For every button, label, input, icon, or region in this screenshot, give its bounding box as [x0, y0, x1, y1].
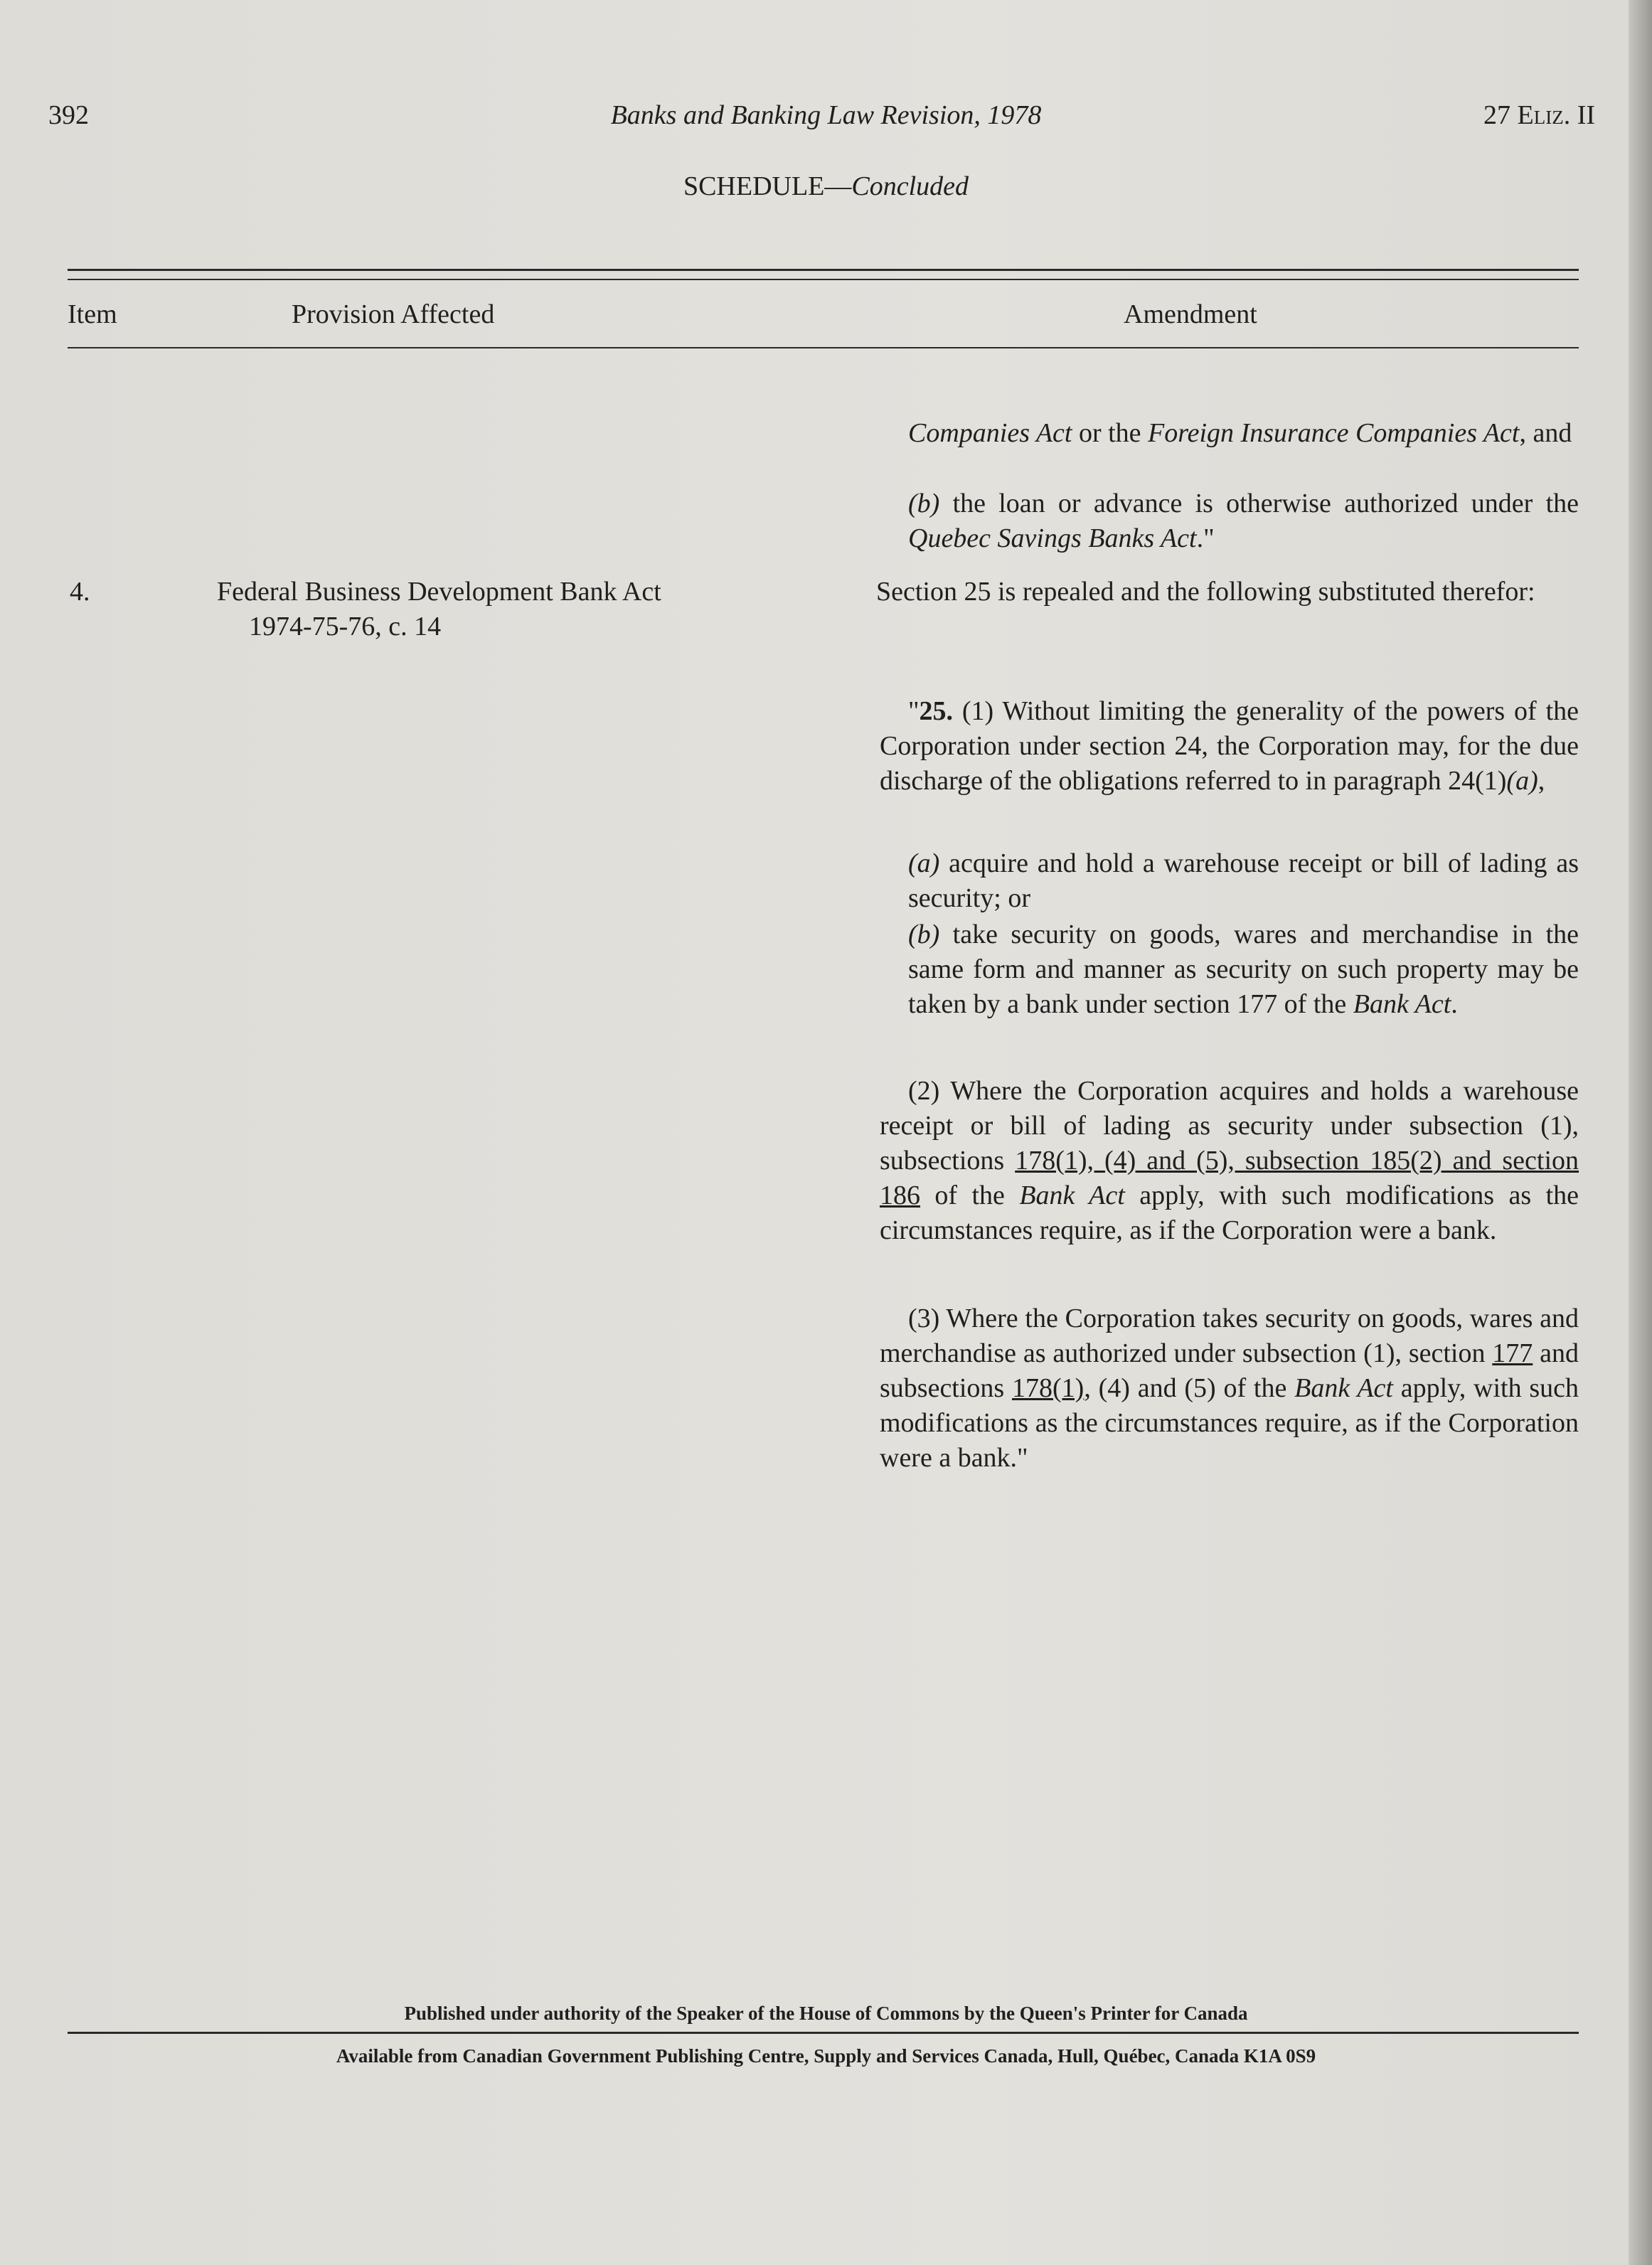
footer-rule	[68, 2032, 1579, 2034]
amendment-paragraph: Section 25 is repealed and the following substituted therefor:	[876, 577, 1535, 607]
top-rule-thin	[68, 279, 1579, 280]
col-header-provision: Provision Affected	[292, 299, 495, 329]
item-number: 4.	[70, 577, 90, 607]
header-bottom-rule	[68, 347, 1579, 348]
schedule-title	[0, 171, 1652, 202]
schedule-title-text: SCHEDULE—Concluded	[683, 171, 969, 201]
amendment-paragraph: (b) take security on goods, wares and merchandise in the same form and manner as security on such property may be taken by a bank under section 177 of the Bank Act.	[908, 920, 1579, 1019]
footer-published: Published under authority of the Speaker of the House of Commons by the Queen's Printer for Canada	[404, 2003, 1248, 2024]
amendment-paragraph: "25. (1) Without limiting the generality of the powers of the Corporation under section 24, the Corporation may, for the due discharge of the obligations referred to in paragraph 24(1)(a),	[880, 696, 1579, 796]
provision-citation: 1974-75-76, c. 14	[249, 612, 442, 641]
regnal-year: 27 Eliz. II	[1483, 100, 1595, 130]
top-rule-thick	[68, 269, 1579, 271]
provision-affected: Federal Business Development Bank Act	[217, 577, 661, 607]
col-header-item: Item	[68, 299, 117, 329]
amendment-paragraph: (2) Where the Corporation acquires and holds a warehouse receipt or bill of lading as security under subsection (1), subsections 178(1), (4) and (5), subsection 185(2) and section 186 of the Bank Act apply, with such modifications as the circumstances require, as if the Corporation were a bank.	[880, 1076, 1579, 1245]
footer-available: Available from Canadian Government Publishing Centre, Supply and Services Canada, Hull, Québec, Canada K1A 0S9	[336, 2045, 1316, 2067]
page-edge-shadow	[1629, 0, 1652, 2265]
amendment-paragraph: (b) the loan or advance is otherwise authorized under the Quebec Savings Banks Act."	[908, 489, 1579, 553]
col-header-amendment: Amendment	[1124, 299, 1257, 329]
amendment-paragraph: (3) Where the Corporation takes security on goods, wares and merchandise as authorized under subsection (1), section 177 and subsections 178(1), (4) and (5) of the Bank Act apply, with such modifications as the circumstances require, as if the Corporation were a bank."	[880, 1304, 1579, 1473]
running-title: Banks and Banking Law Revision, 1978	[610, 100, 1042, 130]
amendment-paragraph: (a) acquire and hold a warehouse receipt or bill of lading as security; or	[908, 848, 1579, 913]
page-number: 392	[48, 100, 89, 130]
amendment-paragraph: Companies Act or the Foreign Insurance Companies Act, and	[908, 418, 1572, 448]
